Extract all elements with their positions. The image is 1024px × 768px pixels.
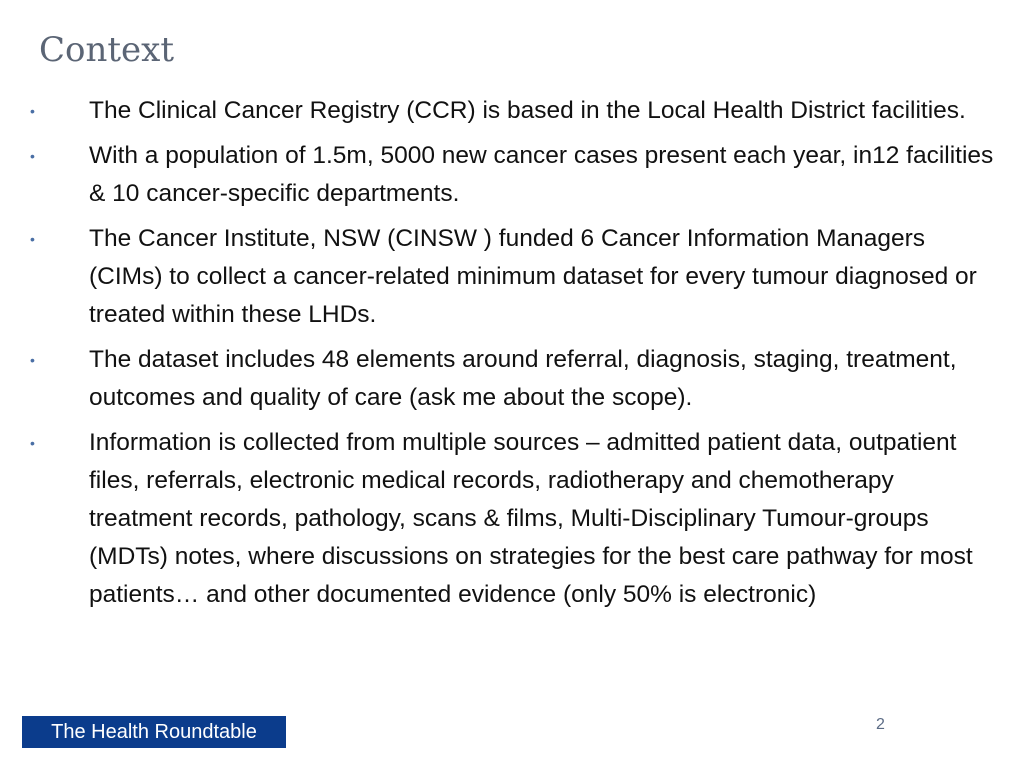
bullet-list (24, 92, 999, 621)
bullet-text: The Cancer Institute, NSW (CINSW ) funded 6 Cancer Information Managers (CIMs) to collect a cancer-related minimum dataset for every tumour diagnosed or treated within these LHDs. (89, 225, 977, 328)
bullet-icon: • (30, 103, 35, 119)
bullet-item (24, 137, 999, 213)
bullet-item (24, 341, 999, 417)
bullet-icon: • (30, 435, 35, 451)
bullet-item (24, 92, 999, 130)
health-roundtable-logo: The Health Roundtable (22, 716, 286, 748)
bullet-text: With a population of 1.5m, 5000 new cancer cases present each year, in12 facilities & 10 cancer-specific departments. (89, 142, 994, 207)
bullet-icon: • (30, 148, 35, 164)
slide-title: Context (39, 30, 175, 70)
page-number: 2 (876, 716, 885, 733)
bullet-text: Information is collected from multiple sources – admitted patient data, outpatient files, referrals, electronic medical records, radiotherapy and chemotherapy treatment records, pathology, scans & films, Multi-Disciplinary Tumour-groups (MDTs) notes, where discussions on strategies for the best care pathway for most patients… and other documented evidence (only 50% is electronic) (89, 429, 973, 608)
bullet-item (24, 220, 999, 334)
bullet-icon: • (30, 352, 35, 368)
bullet-text: The Clinical Cancer Registry (CCR) is based in the Local Health District facilities. (89, 97, 966, 124)
bullet-text: The dataset includes 48 elements around referral, diagnosis, staging, treatment, outcomes and quality of care (ask me about the scope). (89, 346, 957, 411)
bullet-item (24, 424, 999, 614)
bullet-icon: • (30, 231, 35, 247)
